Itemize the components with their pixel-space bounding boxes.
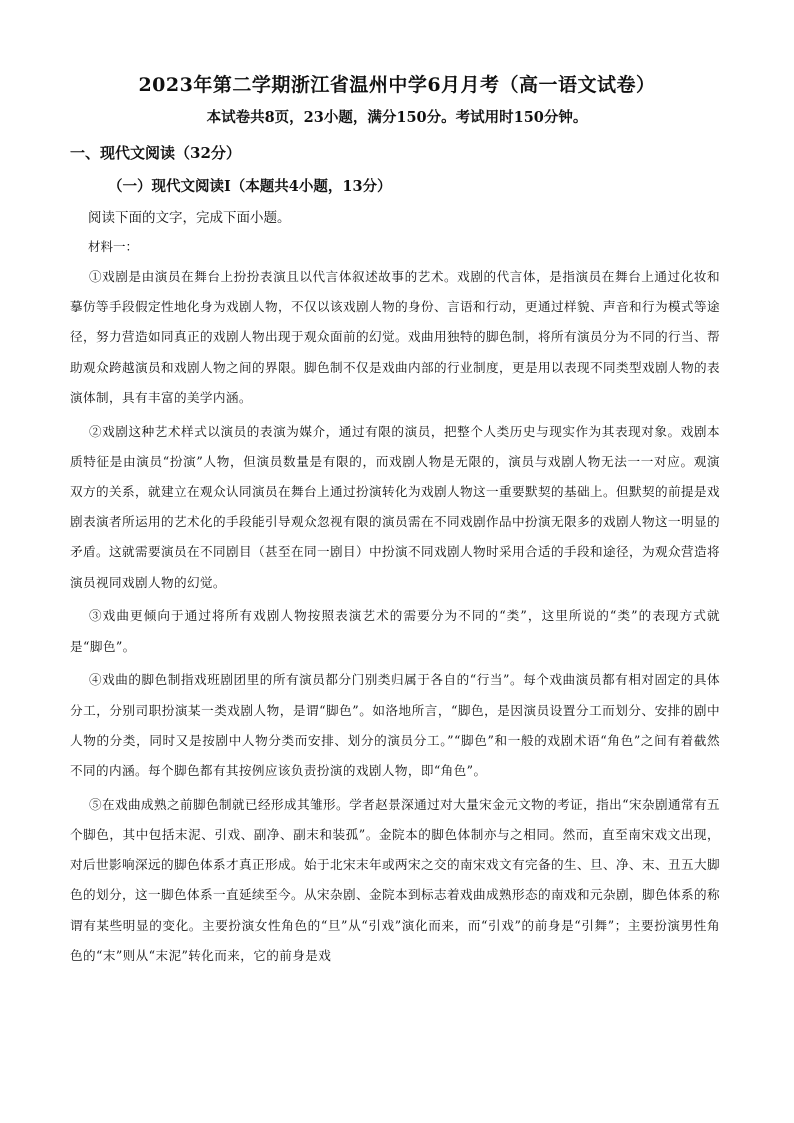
paragraph-1: ①戏剧是由演员在舞台上扮扮表演且以代言体叙述故事的艺术。戏剧的代言体，是指演员在舞台上通过化妆和摹仿等手段假定性地化身为戏剧人物，不仅以该戏剧人物的身份、言语和行动，更通过样貌、声音和行为模式等途径，努力营造如同真正的戏剧人物出现于观众面前的幻觉。戏曲用独特的脚色制，将所有演员分为不同的行当、帮助观众跨越演员和戏剧人物之间的界限。脚色制不仅是戏曲内部的行业制度，更是用以表现不同类型戏剧人物的表演体制，具有丰富的美学内涵。 (70, 269, 720, 405)
reading-passage (70, 262, 720, 975)
paragraph-4: ④戏曲的脚色制指戏班剧团里的所有演员都分门别类归属于各自的“行当”。每个戏曲演员都有相对固定的具体分工，分别司职扮演某一类戏剧人物，是谓“脚色”。如洛地所言，“脚色，是因演员设置分工而划分、安排的剧中人物的分类，同时又是按剧中人物分类而安排、划分的演员分工。”“脚色”和一般的戏剧术语“角色”之间有着截然不同的内涵。每个脚色都有其按例应该负责扮演的戏剧人物，即“角色”。 (70, 672, 720, 779)
paragraph-3: ③戏曲更倾向于通过将所有戏剧人物按照表演艺术的需要分为不同的“类”，这里所说的“类”的表现方式就是“脚色”。 (70, 608, 720, 654)
subsection-heading: （一）现代文阅读Ⅰ（本题共4小题，13分） (108, 178, 392, 195)
reading-instruction: 阅读下面的文字，完成下面小题。 (88, 210, 291, 226)
section-heading: 一、现代文阅读（32分） (70, 144, 241, 162)
material-label: 材料一： (88, 239, 139, 254)
exam-subtitle: 本试卷共8页，23小题，满分150分。考试用时150分钟。 (206, 109, 588, 126)
paragraph-5: ⑤在戏曲成熟之前脚色制就已经形成其雏形。学者赵景深通过对大量宋金元文物的考证，指出“宋杂剧通常有五个脚色，其中包括末泥、引戏、副净、副末和装孤”。金院本的脚色体制亦与之相同。然而，直至南宋戏文出现，对后世影响深远的脚色体系才真正形成。始于北宋末年或两宋之交的南宋戏文有完备的生、旦、净、末、丑五大脚色的划分，这一脚色体系一直延续至今。从宋杂剧、金院本到标志着戏曲成熟形态的南戏和元杂剧，脚色体系的称谓有某些明显的变化。主要扮演女性角色的“旦”从“引戏”演化而来，而“引戏”的前身是“引舞”；主要扮演男性角色的“末”则从“末泥”转化而来，它的前身是戏 (70, 796, 720, 963)
paragraph-2: ②戏剧这种艺术样式以演员的表演为媒介，通过有限的演员，把整个人类历史与现实作为其表现对象。戏剧本质特征是由演员“扮演”人物，但演员数量是有限的，而戏剧人物是无限的，演员与戏剧人物无法一一对应。观演双方的关系，就建立在观众认同演员在舞台上通过扮演转化为戏剧人物这一重要默契的基础上。但默契的前提是戏剧表演者所运用的艺术化的手段能引导观众忽视有限的演员需在不同戏剧作品中扮演无限多的戏剧人物这一明显的矛盾。这就需要演员在不同剧目（甚至在同一剧目）中扮演不同戏剧人物时采用合适的手段和途径，为观众营造将演员视同戏剧人物的幻觉。 (70, 423, 720, 590)
exam-title: 2023年第二学期浙江省温州中学6月月考（高一语文试卷） (138, 74, 656, 96)
